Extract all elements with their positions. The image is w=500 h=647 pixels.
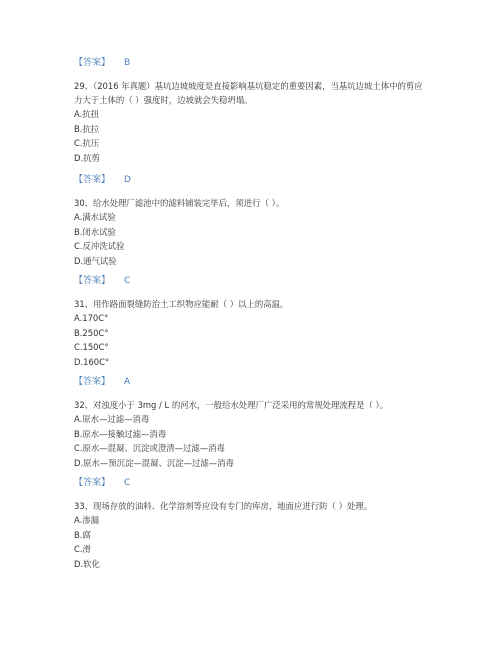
answer-line — [74, 57, 130, 69]
option-b: B.250C° — [74, 327, 109, 338]
question-stem: 33、现场存放的油料、化学溶剂等应设有专门的库房，地面应进行防（ ）处理。 — [74, 501, 373, 511]
option-d: D.抗剪 — [74, 152, 100, 163]
question-32 — [74, 398, 428, 470]
option-a: A.满水试验 — [74, 212, 116, 222]
answer-label: 【答案】 — [74, 58, 111, 68]
option-b: B.抗拉 — [74, 123, 100, 134]
answer-value: D — [124, 175, 131, 185]
option-d: D.原水—预沉淀—混凝、沉淀—过滤—消毒 — [74, 457, 234, 468]
option-d: D.160C° — [74, 356, 110, 367]
option-c: C.150C° — [74, 342, 109, 352]
question-stem: 30、给水处理厂滤池中的滤料铺装完毕后，须进行（ ）。 — [74, 198, 285, 208]
answer-line — [74, 275, 130, 287]
answer-value: B — [124, 58, 131, 68]
option-c: C.抗压 — [74, 138, 100, 148]
answer-value: C — [124, 478, 131, 488]
option-a: A.170C° — [74, 313, 109, 323]
question-33 — [74, 499, 428, 571]
option-b: B.闭水试验 — [74, 226, 116, 237]
question-stem: 29、（2016 年真题）基坑边坡坡度是直接影响基坑稳定的重要因素，当基坑边坡土体中的剪应力大于土体的（ ）强度时，边坡就会失稳坍塌。 — [74, 81, 423, 105]
option-c: C.反冲洗试验 — [74, 241, 125, 251]
option-a: A.抗扭 — [74, 109, 99, 119]
question-29 — [74, 79, 428, 165]
answer-label: 【答案】 — [74, 377, 111, 387]
option-c: C.滑 — [74, 544, 91, 554]
option-a: A.渗漏 — [74, 515, 99, 525]
option-a: A.原水—过滤—消毒 — [74, 414, 150, 424]
answer-label: 【答案】 — [74, 478, 111, 488]
option-b: B.腐 — [74, 529, 91, 540]
question-31 — [74, 297, 428, 369]
answer-label: 【答案】 — [74, 276, 111, 286]
option-c: C.原水—混凝、沉淀或澄清—过滤—消毒 — [74, 443, 225, 453]
answer-label: 【答案】 — [74, 175, 111, 185]
option-d: D.软化 — [74, 558, 100, 569]
option-d: D.通气试验 — [74, 255, 117, 266]
answer-value: C — [124, 276, 131, 286]
answer-line — [74, 477, 130, 489]
question-stem: 32、对浊度小于 3mg / L 的河水，一般给水处理厂广泛采用的常规处理流程是（ ）。 — [74, 400, 389, 410]
option-b: B.原水—接触过滤—消毒 — [74, 428, 167, 439]
question-stem: 31、用作路面裂缝防治土工织物应能耐（ ）以上的高温。 — [74, 299, 289, 309]
answer-value: A — [124, 377, 131, 387]
answer-line — [74, 174, 131, 186]
question-30 — [74, 196, 428, 268]
answer-line — [74, 376, 130, 388]
